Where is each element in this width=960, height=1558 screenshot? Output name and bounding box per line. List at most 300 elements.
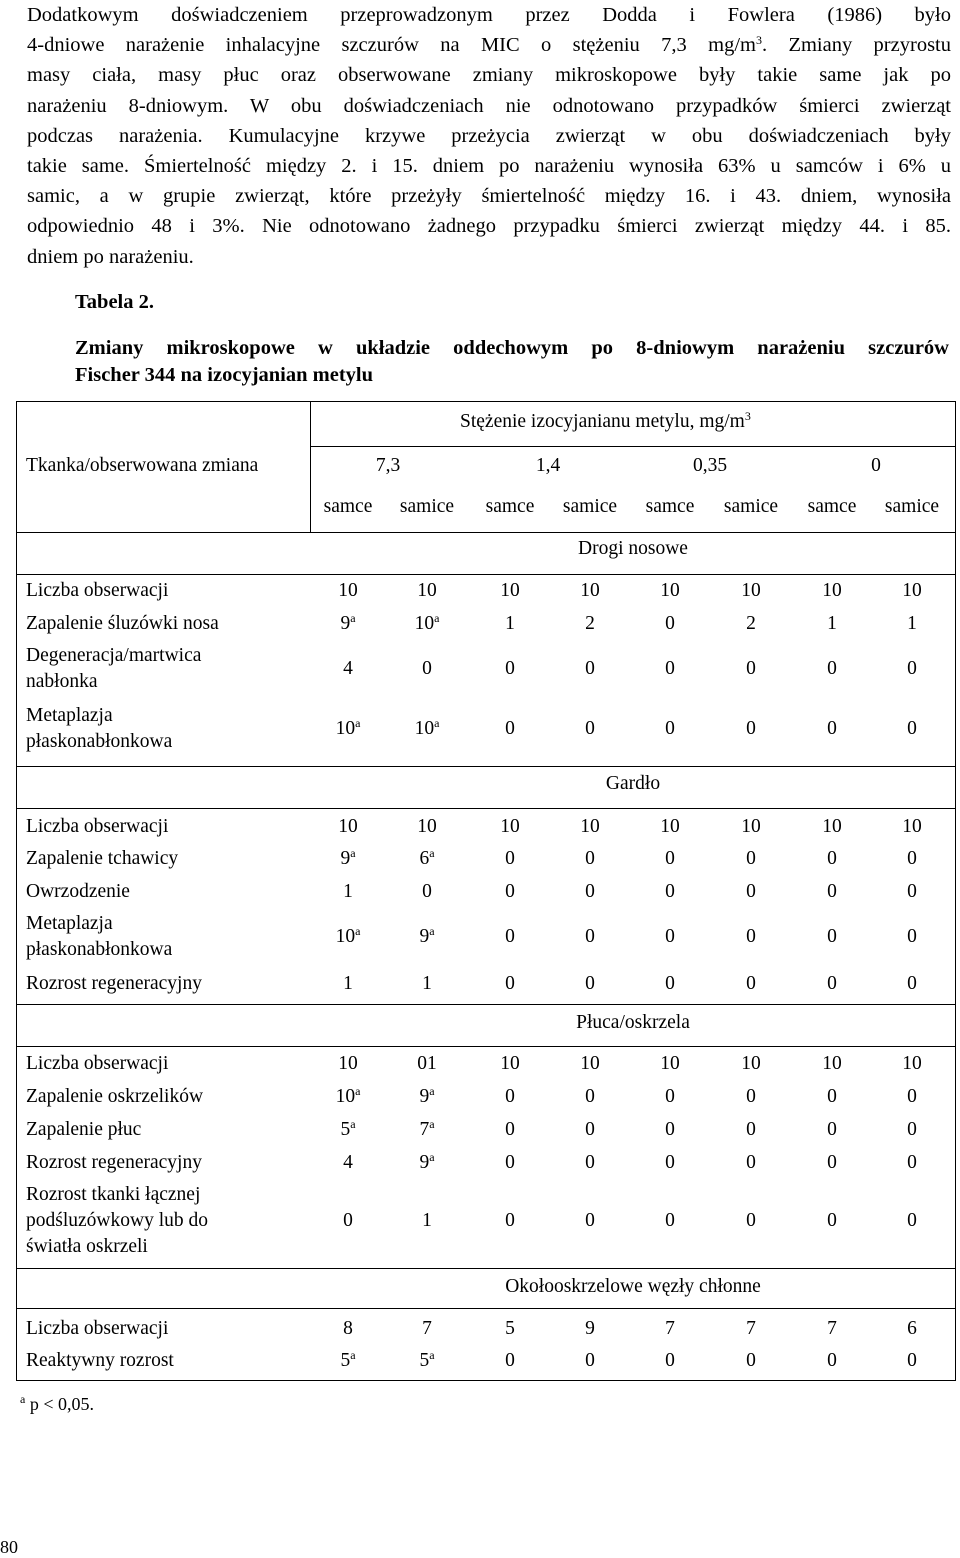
cell-number: 0 (746, 1350, 756, 1371)
cell-number: 0 (343, 1210, 353, 1231)
page-number: 80 (0, 1537, 18, 1557)
cell-number: 0 (585, 1152, 595, 1173)
table-cell-value (802, 1053, 862, 1075)
sex-label: samice (562, 496, 618, 517)
cell-number: 1 (907, 613, 917, 634)
table-cell-value (640, 848, 700, 870)
cell-number: 10 (335, 926, 356, 947)
cell-number: 0 (665, 1210, 675, 1231)
table-cell-value (721, 1086, 781, 1108)
table-cell-value (480, 1086, 540, 1108)
table-cell-value (640, 1152, 700, 1174)
concentration-header-text: Stężenie izocyjanianu metylu, mg/m (460, 411, 745, 432)
table-caption (75, 335, 949, 389)
table-cell-value (721, 1350, 781, 1372)
cell-number: 1 (422, 1210, 432, 1231)
table-cell-value (882, 1053, 942, 1075)
cell-number: 0 (827, 973, 837, 994)
table-cell-value (318, 1318, 378, 1340)
table-cell-value (480, 816, 540, 838)
table-cell-value (802, 1350, 862, 1372)
table-cell-value (721, 848, 781, 870)
cell-number: 0 (665, 1119, 675, 1140)
cell-number: 0 (505, 848, 515, 869)
significance-superscript: a (429, 924, 435, 938)
paragraph-line: odpowiednio 48 i 3%. Nie odnotowano żadnego przypadku śmierci zwierząt między 44. i 85. (27, 215, 951, 238)
table-cell-value (397, 973, 457, 995)
cell-number: 0 (665, 613, 675, 634)
table-cell-value (802, 613, 862, 635)
table-cell-value (397, 1086, 457, 1108)
table-cell-value (802, 1086, 862, 1108)
section-title: Okołooskrzelowe węzły chłonne (505, 1276, 761, 1297)
cell-number: 2 (746, 613, 756, 634)
cell-number: 10 (580, 1053, 600, 1074)
cell-number: 0 (505, 1210, 515, 1231)
row-label: płaskonabłonkowa (26, 939, 173, 960)
cell-number: 1 (343, 973, 353, 994)
cell-number: 0 (907, 1152, 917, 1173)
row-label: Owrzodzenie (26, 881, 130, 902)
table-cell-value (480, 580, 540, 602)
cell-number: 0 (827, 881, 837, 902)
paragraph-line: podczas narażenia. Kumulacyjne krzywe przeżycia zwierząt w obu doświadczeniach były (27, 124, 951, 147)
cell-number: 6 (907, 1318, 917, 1339)
table-cell-value (397, 1119, 457, 1141)
cell-number: 9 (419, 1152, 430, 1173)
cell-number: 0 (827, 1119, 837, 1140)
cell-number: 5 (340, 1119, 351, 1140)
cell-number: 10 (902, 1053, 922, 1074)
cell-number: 0 (907, 881, 917, 902)
footnote-text: p < 0,05. (25, 1394, 94, 1414)
table-cell-value (882, 1318, 942, 1340)
table-cell-value (640, 580, 700, 602)
cell-number: 10 (414, 718, 435, 739)
cell-number: 10 (902, 816, 922, 837)
cell-number: 10 (902, 580, 922, 601)
cell-number: 0 (746, 1086, 756, 1107)
cell-number: 0 (907, 1086, 917, 1107)
significance-superscript: a (429, 1084, 435, 1098)
table-cell-value (882, 881, 942, 903)
table-cell-value (721, 926, 781, 948)
cell-number: 0 (585, 1119, 595, 1140)
table-cell-value (560, 1086, 620, 1108)
row-label: podśluzówkowy lub do (26, 1210, 208, 1231)
sex-label: samce (323, 496, 373, 517)
table-cell-value (397, 580, 457, 602)
table-cell-value (560, 580, 620, 602)
cell-number: 9 (419, 1086, 430, 1107)
cell-number: 7 (419, 1119, 430, 1140)
table-cell-value (882, 926, 942, 948)
table-cell-value (802, 718, 862, 740)
cell-number: 0 (585, 848, 595, 869)
table-cell-value (318, 848, 378, 870)
table-cell-value (802, 973, 862, 995)
row-label: światła oskrzeli (26, 1236, 148, 1257)
paragraph-line: narażeniu 8-dniowym. W obu doświadczeniach nie odnotowano przypadków śmierci zwierząt (27, 94, 951, 117)
significance-superscript: a (429, 846, 435, 860)
cell-number: 10 (580, 580, 600, 601)
cell-number: 0 (665, 718, 675, 739)
cell-number: 0 (827, 1086, 837, 1107)
significance-superscript: a (355, 924, 361, 938)
table-cell-value (640, 881, 700, 903)
cell-number: 0 (746, 718, 756, 739)
cell-number: 5 (340, 1350, 351, 1371)
section-title: Gardło (605, 773, 661, 794)
table-cell-value (721, 1152, 781, 1174)
significance-superscript: a (350, 1348, 356, 1362)
table-caption-line: Zmiany mikroskopowe w układzie oddechowym po 8-dniowym narażeniu szczurów (75, 337, 949, 359)
row-label: Metaplazja (26, 705, 113, 726)
table-cell-value (480, 1053, 540, 1075)
table-cell-value (560, 1350, 620, 1372)
table-cell-value (560, 926, 620, 948)
table-cell-value (480, 1318, 540, 1340)
table-cell-value (882, 718, 942, 740)
row-label: Rozrost regeneracyjny (26, 1152, 202, 1173)
paragraph-line: Dodatkowym doświadczeniem przeprowadzonym przez Dodda i Fowlera (1986) było (27, 4, 951, 26)
cell-number: 0 (422, 658, 432, 679)
cell-number: 0 (907, 718, 917, 739)
table-cell-value (721, 881, 781, 903)
table-cell-value (560, 1119, 620, 1141)
table-cell-value (397, 613, 457, 635)
cell-number: 10 (417, 580, 437, 601)
cell-number: 0 (585, 881, 595, 902)
cell-number: 0 (746, 848, 756, 869)
cell-number: 10 (660, 580, 680, 601)
row-label: Rozrost regeneracyjny (26, 973, 202, 994)
table-cell-value (397, 1053, 457, 1075)
paragraph-line: takie same. Śmiertelność między 2. i 15. dniem po narażeniu wynosiła 63% u samców i 6% u (27, 155, 951, 178)
cell-number: 1 (422, 973, 432, 994)
cell-number: 5 (419, 1350, 430, 1371)
paragraph-line: dniem po narażeniu. (27, 245, 194, 268)
table-cell-value (721, 816, 781, 838)
footnote (20, 1394, 94, 1415)
table-cell-value (721, 613, 781, 635)
cell-number: 10 (417, 816, 437, 837)
cell-number: 0 (827, 926, 837, 947)
table-cell-value (397, 926, 457, 948)
cell-number: 0 (665, 1086, 675, 1107)
table-cell-value (318, 1119, 378, 1141)
superscript: 3 (755, 33, 762, 48)
cell-number: 7 (422, 1318, 432, 1339)
table-cell-value (560, 881, 620, 903)
table-cell-value (560, 973, 620, 995)
cell-number: 0 (907, 973, 917, 994)
cell-number: 0 (585, 926, 595, 947)
table-cell-value (318, 658, 378, 680)
table-cell-value (882, 658, 942, 680)
table-cell-value (882, 1152, 942, 1174)
sex-label: samice (884, 496, 940, 517)
table-cell-value (397, 718, 457, 740)
cell-number: 0 (505, 718, 515, 739)
header-bottom-divider (16, 532, 956, 533)
cell-number: 0 (505, 1152, 515, 1173)
table-cell-value (721, 1119, 781, 1141)
concentration-value: 7,3 (375, 455, 401, 476)
row-label: Reaktywny rozrost (26, 1350, 174, 1371)
superscript: a (20, 1392, 26, 1406)
row-label: płaskonabłonkowa (26, 731, 173, 752)
row-label: Zapalenie płuc (26, 1119, 142, 1140)
table-cell-value (318, 1350, 378, 1372)
cell-number: 0 (746, 1210, 756, 1231)
table-cell-value (480, 973, 540, 995)
table-cell-value (318, 580, 378, 602)
table-cell-value (480, 1119, 540, 1141)
cell-number: 10 (741, 580, 761, 601)
cell-number: 1 (827, 613, 837, 634)
table-cell-value (318, 718, 378, 740)
table-cell-value (318, 1053, 378, 1075)
cell-number: 8 (343, 1318, 353, 1339)
table-cell-value (397, 881, 457, 903)
cell-number: 0 (665, 1152, 675, 1173)
table-cell-value (640, 718, 700, 740)
cell-number: 0 (505, 881, 515, 902)
row-label: Degeneracja/martwica (26, 645, 202, 666)
table-cell-value (721, 1210, 781, 1232)
table-cell-value (802, 580, 862, 602)
table-cell-value (640, 1210, 700, 1232)
concentration-header (460, 411, 751, 433)
table-cell-value (318, 1152, 378, 1174)
cell-number: 10 (822, 1053, 842, 1074)
table-cell-value (882, 816, 942, 838)
table-cell-value (318, 816, 378, 838)
table-cell-value (802, 926, 862, 948)
table-cell-value (802, 1318, 862, 1340)
table-cell-value (480, 848, 540, 870)
sex-label: samce (807, 496, 857, 517)
table-cell-value (721, 973, 781, 995)
table-cell-value (882, 1210, 942, 1232)
table-cell-value (397, 1318, 457, 1340)
table-cell-value (640, 1318, 700, 1340)
table-cell-value (802, 881, 862, 903)
table-cell-value (802, 658, 862, 680)
cell-number: 0 (907, 848, 917, 869)
table-cell-value (480, 1152, 540, 1174)
table-cell-value (560, 658, 620, 680)
cell-number: 10 (741, 1053, 761, 1074)
row-label: Rozrost tkanki łącznej (26, 1184, 201, 1205)
cell-number: 9 (340, 848, 351, 869)
table-cell-value (882, 1350, 942, 1372)
cell-number: 0 (505, 1119, 515, 1140)
cell-number: 0 (827, 1210, 837, 1231)
table-cell-value (480, 881, 540, 903)
cell-number: 0 (907, 1350, 917, 1371)
section-divider (16, 1308, 956, 1309)
table-cell-value (480, 658, 540, 680)
significance-superscript: a (429, 1150, 435, 1164)
paragraph-line (27, 30, 951, 60)
cell-number: 0 (827, 1152, 837, 1173)
cell-number: 0 (665, 658, 675, 679)
section-divider (16, 1268, 956, 1269)
table-cell-value (882, 1086, 942, 1108)
table-cell-value (882, 973, 942, 995)
cell-number: 0 (746, 926, 756, 947)
significance-superscript: a (429, 1117, 435, 1131)
cell-number: 0 (585, 1086, 595, 1107)
row-label: Liczba obserwacji (26, 1318, 169, 1339)
table-cell-value (560, 1210, 620, 1232)
tissue-header: Tkanka/obserwowana zmiana (26, 455, 259, 476)
cell-number: 0 (827, 718, 837, 739)
table-cell-value (721, 1053, 781, 1075)
cell-number: 0 (907, 658, 917, 679)
section-divider (16, 574, 956, 575)
table-cell-value (480, 1350, 540, 1372)
sex-label: samice (723, 496, 779, 517)
section-title: Płuca/oskrzela (576, 1012, 690, 1033)
table-cell-value (560, 848, 620, 870)
cell-number: 0 (665, 1350, 675, 1371)
row-label: nabłonka (26, 671, 98, 692)
table-cell-value (560, 816, 620, 838)
cell-number: 0 (505, 658, 515, 679)
table-cell-value (560, 1152, 620, 1174)
table-cell-value (721, 718, 781, 740)
table-caption-line: Fischer 344 na izocyjanian metylu (75, 364, 373, 386)
row-label: Liczba obserwacji (26, 580, 169, 601)
significance-superscript: a (350, 846, 356, 860)
table-cell-value (640, 973, 700, 995)
cell-number: 9 (419, 926, 430, 947)
table-cell-value (802, 1210, 862, 1232)
cell-number: 1 (343, 881, 353, 902)
cell-number: 0 (505, 1350, 515, 1371)
table-cell-value (802, 1152, 862, 1174)
cell-number: 10 (338, 580, 358, 601)
table-cell-value (318, 926, 378, 948)
table-cell-value (397, 1210, 457, 1232)
cell-number: 10 (500, 580, 520, 601)
cell-number: 0 (505, 973, 515, 994)
table-cell-value (802, 816, 862, 838)
table-cell-value (640, 1119, 700, 1141)
cell-number: 0 (746, 973, 756, 994)
cell-number: 6 (419, 848, 430, 869)
section-divider (16, 1004, 956, 1005)
cell-number: 0 (585, 1350, 595, 1371)
table-cell-value (480, 1210, 540, 1232)
row-label: Liczba obserwacji (26, 816, 169, 837)
cell-number: 10 (660, 816, 680, 837)
table-cell-value (721, 1318, 781, 1340)
cell-number: 0 (827, 848, 837, 869)
paragraph-line-part: 4-dniowe narażenie inhalacyjne szczurów na MIC o stężeniu 7,3 mg/m (27, 34, 756, 57)
table-cell-value (640, 1053, 700, 1075)
section-divider (16, 1046, 956, 1047)
cell-number: 0 (827, 1350, 837, 1371)
significance-superscript: a (355, 1084, 361, 1098)
table-cell-value (560, 613, 620, 635)
cell-number: 0 (422, 881, 432, 902)
paragraph-line: masy ciała, masy płuc oraz obserwowane zmiany mikroskopowe były takie same jak po (27, 64, 951, 87)
table-cell-value (397, 658, 457, 680)
concentration-value: 1,4 (535, 455, 561, 476)
cell-number: 10 (335, 718, 356, 739)
table-cell-value (560, 1053, 620, 1075)
cell-number: 10 (500, 1053, 520, 1074)
table-cell-value (640, 926, 700, 948)
significance-superscript: a (355, 716, 361, 730)
table-cell-value (318, 973, 378, 995)
significance-superscript: a (429, 1348, 435, 1362)
significance-superscript: a (350, 1117, 356, 1131)
section-title: Drogi nosowe (578, 538, 688, 559)
cell-number: 4 (343, 658, 353, 679)
table-cell-value (882, 613, 942, 635)
cell-number: 10 (500, 816, 520, 837)
table-cell-value (318, 881, 378, 903)
cell-number: 0 (907, 926, 917, 947)
row-label: Zapalenie śluzówki nosa (26, 613, 219, 634)
table-cell-value (560, 718, 620, 740)
cell-number: 10 (580, 816, 600, 837)
cell-number: 10 (822, 816, 842, 837)
table-cell-value (802, 1119, 862, 1141)
cell-number: 0 (746, 881, 756, 902)
table-cell-value (882, 1119, 942, 1141)
row-label: Zapalenie oskrzelików (26, 1086, 204, 1107)
table-cell-value (882, 580, 942, 602)
significance-superscript: a (350, 611, 356, 625)
table-cell-value (397, 848, 457, 870)
table-cell-value (640, 1350, 700, 1372)
cell-number: 10 (660, 1053, 680, 1074)
row-label: Liczba obserwacji (26, 1053, 169, 1074)
cell-number: 10 (338, 816, 358, 837)
cell-number: 2 (585, 613, 595, 634)
significance-superscript: a (434, 716, 440, 730)
cell-number: 10 (414, 613, 435, 634)
table-cell-value (640, 658, 700, 680)
cell-number: 0 (665, 881, 675, 902)
cell-number: 0 (665, 926, 675, 947)
concentration-value: 0,35 (692, 455, 728, 476)
cell-number: 0 (746, 658, 756, 679)
cell-number: 5 (505, 1318, 515, 1339)
cell-number: 0 (585, 658, 595, 679)
row-label: Metaplazja (26, 913, 113, 934)
table-cell-value (721, 580, 781, 602)
table-cell-value (721, 658, 781, 680)
cell-number: 0 (665, 973, 675, 994)
cell-number: 10 (335, 1086, 356, 1107)
header-divider (310, 446, 956, 447)
cell-number: 1 (505, 613, 515, 634)
cell-number: 0 (665, 848, 675, 869)
cell-number: 4 (343, 1152, 353, 1173)
cell-number: 0 (505, 1086, 515, 1107)
table-cell-value (802, 848, 862, 870)
cell-number: 01 (417, 1053, 437, 1074)
cell-number: 10 (338, 1053, 358, 1074)
table-cell-value (560, 1318, 620, 1340)
